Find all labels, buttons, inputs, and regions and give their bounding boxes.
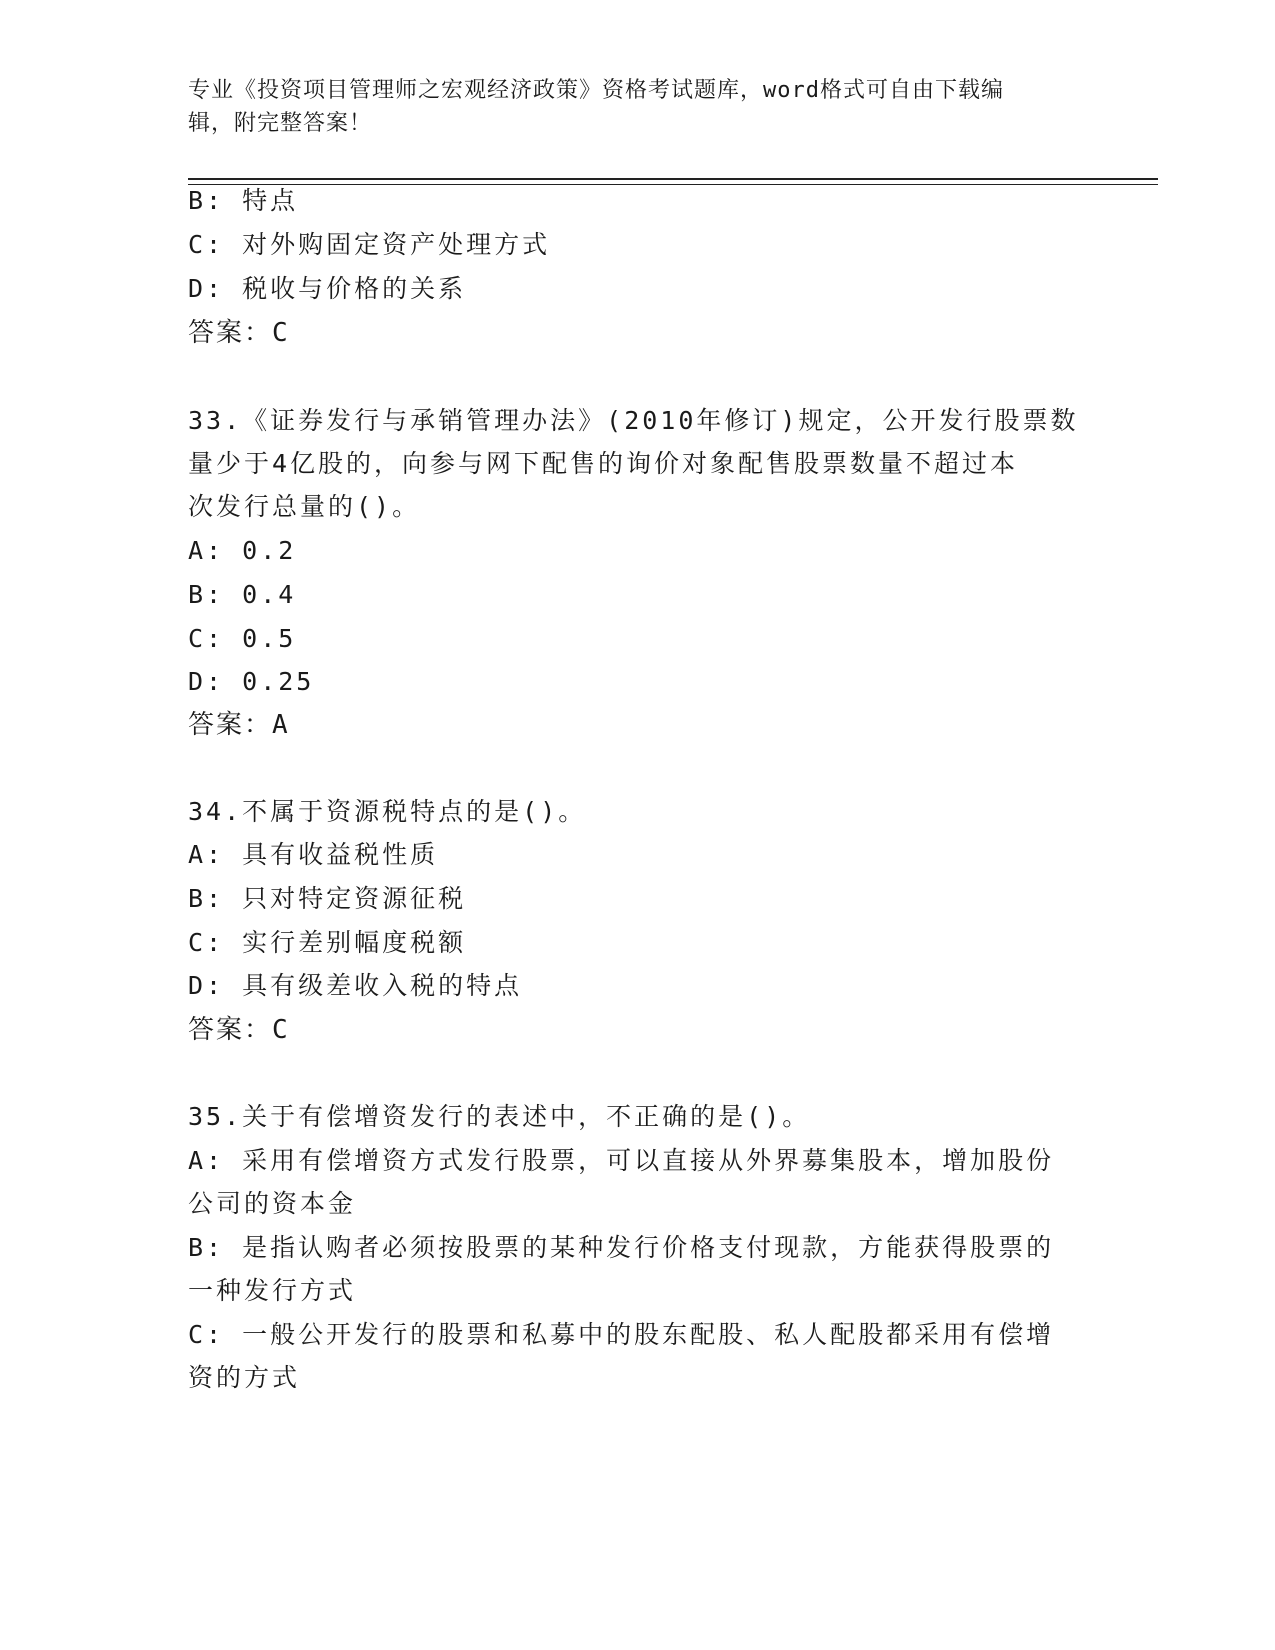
q35-option-c-line-2: 资的方式	[188, 1363, 301, 1392]
document-header	[188, 74, 1088, 140]
q35-option-c-line-1: C: 一般公开发行的股票和私募中的股东配股、私人配股都采用有偿增	[188, 1320, 1055, 1349]
q32-answer: 答案：C	[188, 318, 290, 348]
q34-option-b: B: 只对特定资源征税	[188, 884, 467, 913]
q35-option-a-line-1: A: 采用有偿增资方式发行股票，可以直接从外界募集股本，增加股份	[188, 1146, 1055, 1175]
q35-option-a-line-2: 公司的资本金	[188, 1189, 357, 1218]
q35-option-b-line-1: B: 是指认购者必须按股票的某种发行价格支付现款，方能获得股票的	[188, 1233, 1055, 1262]
q33-option-b: B: 0.4	[188, 580, 297, 609]
q34-answer: 答案：C	[188, 1015, 290, 1045]
q33-stem-line-2: 量少于4亿股的，向参与网下配售的询价对象配售股票数量不超过本	[188, 449, 1019, 478]
q33-option-a: A: 0.2	[188, 536, 297, 565]
q34-stem: 34.不属于资源税特点的是()。	[188, 797, 587, 826]
q34-option-c: C: 实行差别幅度税额	[188, 928, 467, 957]
header-line-1: 专业《投资项目管理师之宏观经济政策》资格考试题库，word格式可自由下载编	[188, 78, 1004, 103]
q34-option-a: A: 具有收益税性质	[188, 840, 439, 869]
header-line-2: 辑，附完整答案！	[188, 111, 373, 136]
header-divider-thick	[188, 178, 1158, 180]
q35-stem: 35.关于有偿增资发行的表述中，不正确的是()。	[188, 1102, 811, 1131]
q33-answer: 答案：A	[188, 710, 290, 740]
q33-stem-line-3: 次发行总量的()。	[188, 492, 421, 521]
q33-option-c: C: 0.5	[188, 624, 297, 653]
q32-option-b: B: 特点	[188, 186, 299, 215]
q34-option-d: D: 具有级差收入税的特点	[188, 971, 523, 1000]
q33-stem-line-1: 33.《证券发行与承销管理办法》(2010年修订)规定，公开发行股票数	[188, 406, 1079, 435]
header-divider-thin	[188, 184, 1158, 185]
q32-option-c: C: 对外购固定资产处理方式	[188, 230, 551, 259]
q33-option-d: D: 0.25	[188, 667, 315, 696]
q35-option-b-line-2: 一种发行方式	[188, 1276, 357, 1305]
q32-option-d: D: 税收与价格的关系	[188, 274, 467, 303]
